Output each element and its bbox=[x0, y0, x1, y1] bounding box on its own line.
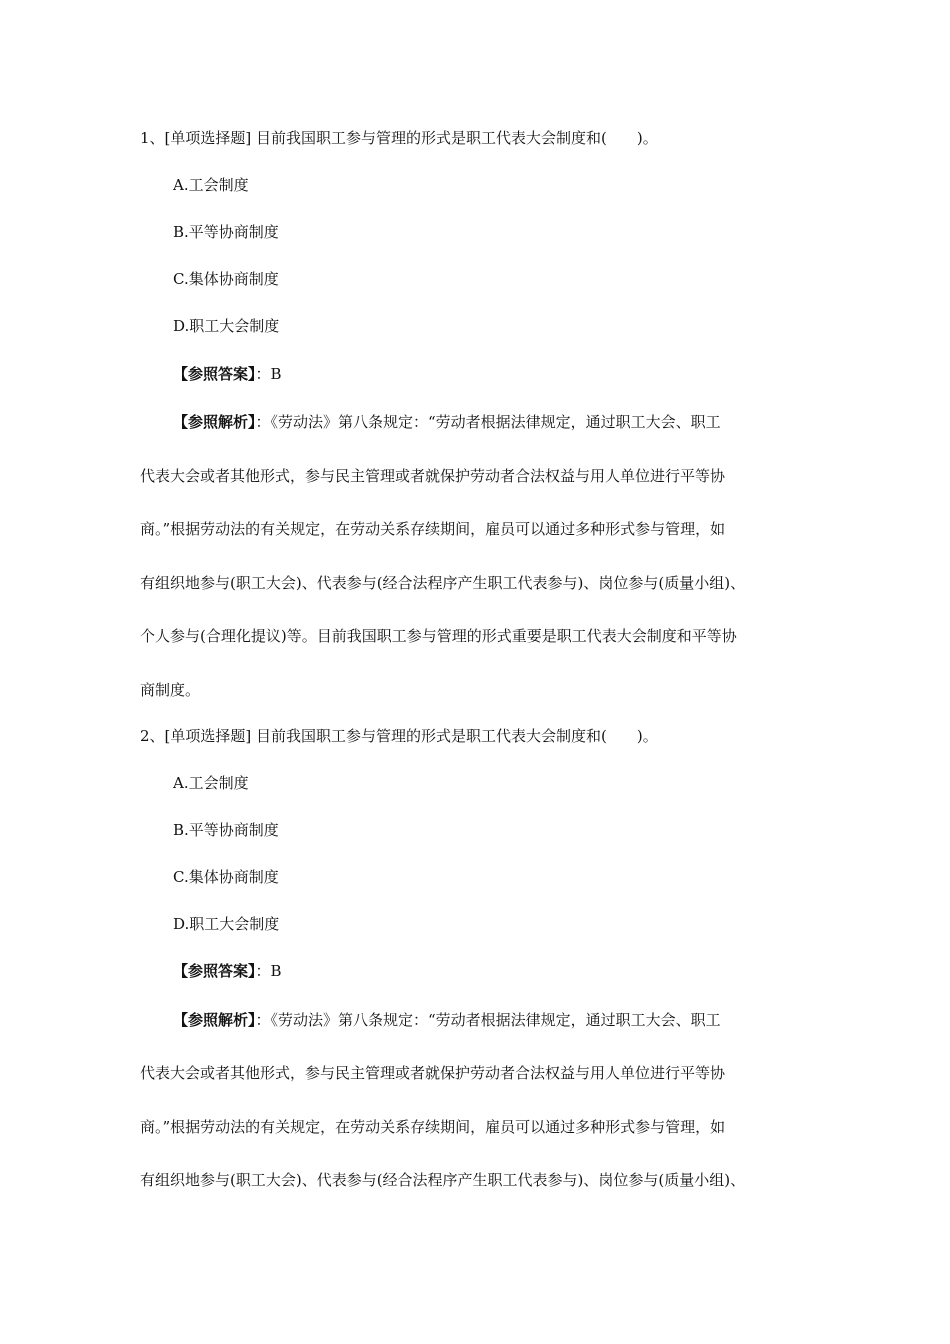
analysis-line: 【参照解析】：《劳动法》第八条规定：“劳动者根据法律规定，通过职工大会、职工 bbox=[173, 1011, 721, 1029]
answer-label: 【参照答案】 bbox=[173, 962, 256, 980]
analysis-line: 有组织地参与(职工大会)、代表参与(经合法程序产生职工代表参与)、岗位参与(质量小组)、 bbox=[140, 1171, 746, 1189]
option-a: A.工会制度 bbox=[173, 774, 249, 792]
answer-value: ：B bbox=[255, 365, 282, 383]
answer-label: 【参照答案】 bbox=[173, 365, 256, 383]
analysis-line: 有组织地参与(职工大会)、代表参与(经合法程序产生职工代表参与)、岗位参与(质量小组)、 bbox=[140, 574, 746, 592]
option-c: C.集体协商制度 bbox=[173, 868, 279, 886]
answer-value: ：B bbox=[255, 962, 282, 980]
analysis-line: 商。”根据劳动法的有关规定，在劳动关系存续期间，雇员可以通过多种形式参与管理，如 bbox=[140, 1118, 726, 1136]
analysis-line: 代表大会或者其他形式，参与民主管理或者就保护劳动者合法权益与用人单位进行平等协 bbox=[140, 1064, 726, 1082]
option-b: B.平等协商制度 bbox=[173, 821, 279, 839]
analysis-line: 代表大会或者其他形式，参与民主管理或者就保护劳动者合法权益与用人单位进行平等协 bbox=[140, 467, 726, 485]
analysis-line: 个人参与(合理化提议)等。目前我国职工参与管理的形式重要是职工代表大会制度和平等协 bbox=[140, 627, 737, 645]
question-stem: 1、[单项选择题] 目前我国职工参与管理的形式是职工代表大会制度和( )。 bbox=[140, 129, 658, 147]
option-c: C.集体协商制度 bbox=[173, 270, 279, 288]
analysis-label: 【参照解析】 bbox=[173, 413, 256, 431]
option-d: D.职工大会制度 bbox=[173, 915, 280, 933]
analysis-line: 商制度。 bbox=[140, 681, 201, 699]
answer bbox=[173, 364, 282, 384]
answer bbox=[173, 961, 282, 981]
option-a: A.工会制度 bbox=[173, 176, 249, 194]
option-b: B.平等协商制度 bbox=[173, 223, 279, 241]
analysis-line: 【参照解析】：《劳动法》第八条规定：“劳动者根据法律规定，通过职工大会、职工 bbox=[173, 413, 721, 431]
option-d: D.职工大会制度 bbox=[173, 317, 280, 335]
analysis-label: 【参照解析】 bbox=[173, 1011, 256, 1029]
analysis-line: 商。”根据劳动法的有关规定，在劳动关系存续期间，雇员可以通过多种形式参与管理，如 bbox=[140, 520, 726, 538]
question-stem: 2、[单项选择题] 目前我国职工参与管理的形式是职工代表大会制度和( )。 bbox=[140, 727, 658, 745]
